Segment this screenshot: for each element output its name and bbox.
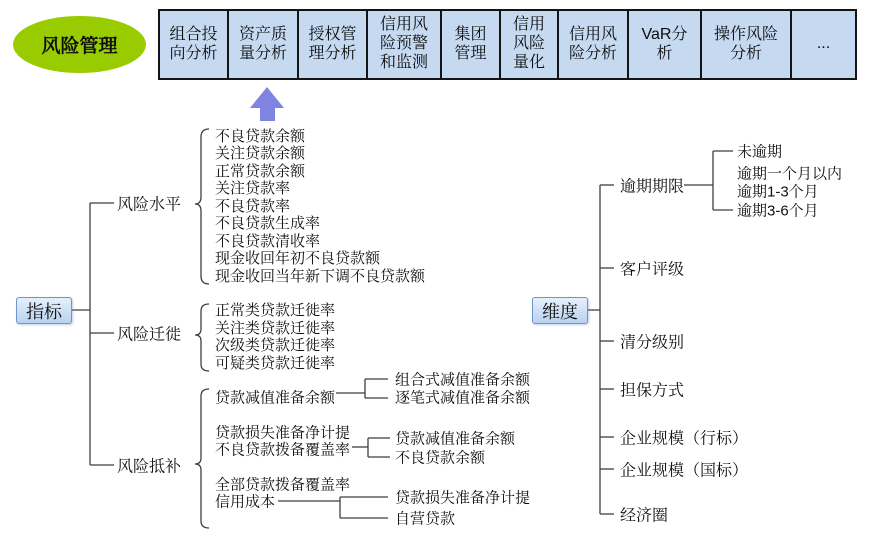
- branch-label: 风险水平: [117, 196, 182, 214]
- tree-item: 信用成本: [215, 493, 276, 511]
- tree-subitem: 逾期3-6个月: [737, 202, 819, 220]
- tree-subitem: 组合式减值准备余额: [395, 371, 531, 389]
- tree-item: 不良贷款清收率: [215, 232, 321, 250]
- tree-subitem: 未逾期: [737, 143, 783, 161]
- module-box: 资产质量分析: [227, 9, 299, 80]
- dimension-root-node: 维度: [532, 297, 588, 324]
- tree-subitem: 贷款减值准备余额: [395, 430, 516, 448]
- module-box: 信用风险量化: [499, 9, 559, 80]
- tree-item: 不良贷款生成率: [215, 215, 321, 232]
- branch-label: 经济圈: [620, 507, 669, 525]
- tree-subitem: 不良贷款余额: [395, 449, 486, 467]
- tree-item: 次级类贷款迁徙率: [215, 337, 336, 355]
- module-box: VaR分析: [627, 9, 702, 80]
- module-box: 操作风险分析: [700, 9, 792, 80]
- tree-subitem: 逾期1-3个月: [737, 183, 819, 201]
- module-bar: [158, 9, 857, 80]
- module-box: 信用风险分析: [557, 9, 629, 80]
- branch-label: 企业规模（行标）: [620, 430, 749, 448]
- tree-item: 关注类贷款迁徙率: [215, 319, 336, 337]
- indicator-root-node: 指标: [16, 297, 72, 324]
- module-box: 组合投向分析: [158, 9, 229, 80]
- root-title-node: 风险管理: [13, 16, 146, 73]
- tree-item: 正常类贷款迁徙率: [215, 302, 336, 320]
- tree-item: 关注贷款余额: [215, 145, 306, 162]
- tree-item: 不良贷款率: [215, 197, 291, 215]
- branch-label: 风险抵补: [117, 458, 182, 476]
- tree-item: 正常贷款余额: [215, 162, 306, 180]
- tree-item: 现金收回当年新下调不良贷款额: [215, 267, 426, 285]
- tree-item: 不良贷款拨备覆盖率: [215, 441, 351, 459]
- tree-subitem: 逐笔式减值准备余额: [395, 389, 531, 407]
- tree-subitem: 自营贷款: [395, 510, 456, 528]
- module-box: 授权管理分析: [297, 9, 368, 80]
- tree-item: 贷款损失准备净计提: [215, 424, 351, 442]
- tree-item: 现金收回年初不良贷款额: [215, 250, 381, 267]
- module-box: 集团管理: [440, 9, 501, 80]
- tree-item: 可疑类贷款迁徙率: [215, 354, 336, 372]
- risk-level-item-list: [215, 128, 425, 286]
- module-box: 信用风险预警和监测: [366, 9, 442, 80]
- tree-item: 全部贷款拨备覆盖率: [215, 476, 351, 494]
- tree-item: 不良贷款余额: [215, 127, 306, 145]
- module-box: ...: [790, 9, 857, 80]
- tree-subitem: 贷款损失准备净计提: [395, 489, 531, 507]
- tree-item: 贷款减值准备余额: [215, 389, 336, 407]
- branch-label: 担保方式: [620, 382, 685, 400]
- tree-subitem: 逾期一个月以内: [737, 165, 843, 183]
- branch-label: 企业规模（国标）: [620, 462, 749, 480]
- branch-label: 客户评级: [620, 261, 685, 279]
- branch-label: 清分级别: [620, 334, 685, 352]
- risk-migration-item-list: [215, 302, 335, 372]
- branch-label: 逾期期限: [620, 178, 685, 196]
- tree-item: 关注贷款率: [215, 180, 291, 197]
- branch-label: 风险迁徙: [117, 326, 182, 344]
